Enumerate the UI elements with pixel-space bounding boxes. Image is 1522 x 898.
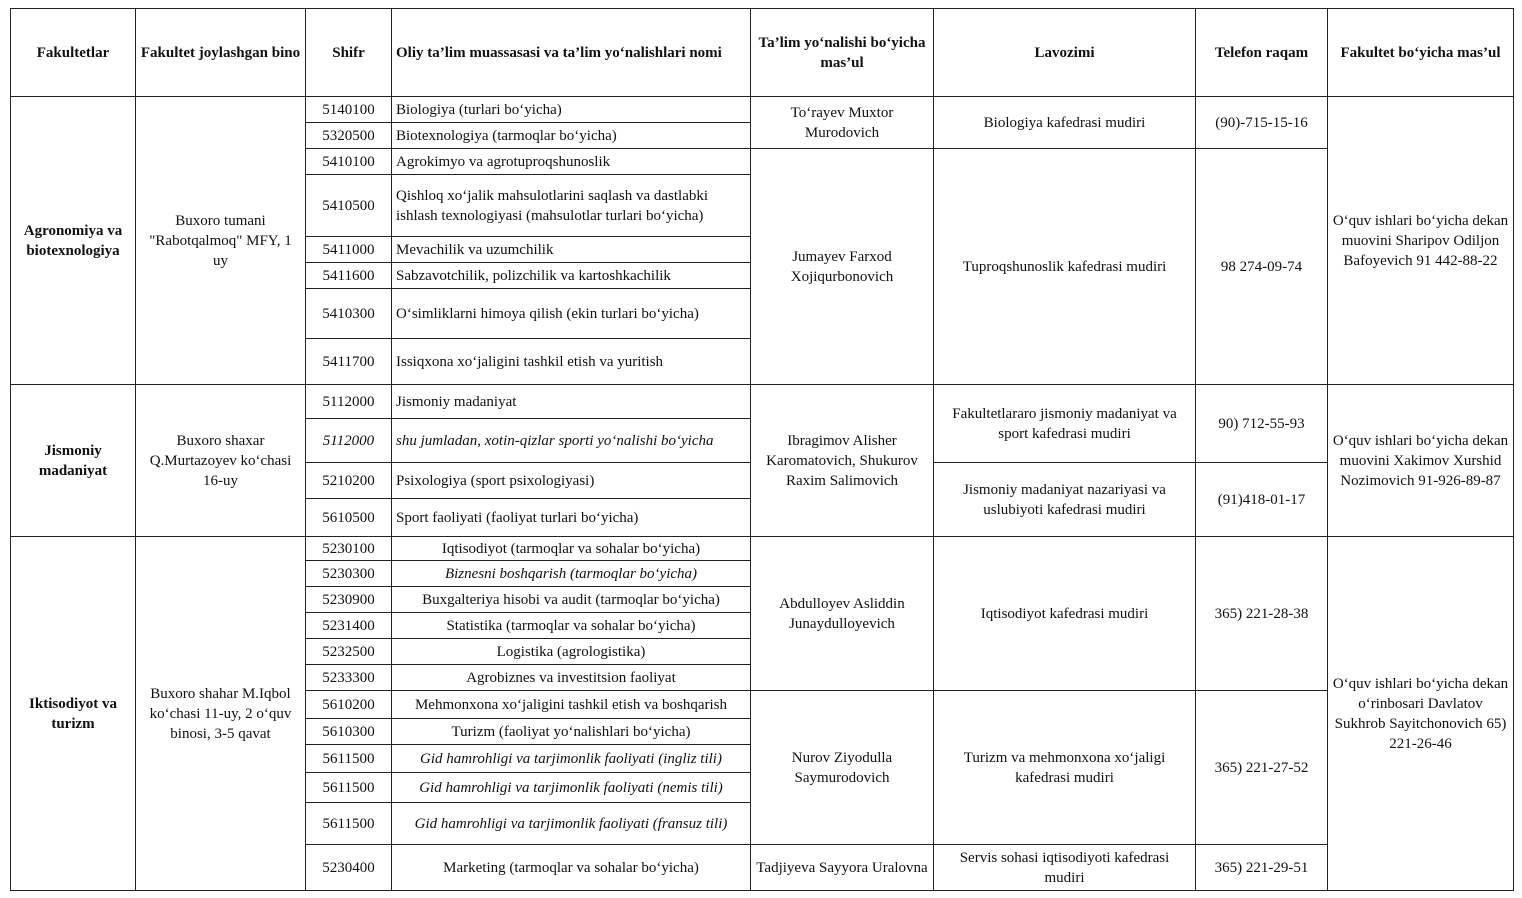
program-code: 5230400: [306, 845, 392, 891]
faculty-building: Buxoro shahar M.Iqbol ko‘chasi 11-uy, 2 o‘quv binosi, 3-5 qavat: [136, 537, 306, 891]
table-row: [11, 97, 1514, 123]
header-program: Oliy ta’lim muassasasi va ta’lim yo‘nalishlari nomi: [392, 9, 751, 97]
program-code: 5320500: [306, 123, 392, 149]
faculty-name: Agronomiya va biotexnologiya: [11, 97, 136, 385]
program-name: Turizm (faoliyat yo‘nalishlari bo‘yicha): [392, 719, 751, 745]
responsible-position: Fakultetlararo jismoniy madaniyat va sport kafedrasi mudiri: [934, 385, 1196, 463]
responsible-person: Tadjiyeva Sayyora Uralovna: [751, 845, 934, 891]
program-code: 5112000: [306, 419, 392, 463]
program-code: 5410100: [306, 149, 392, 175]
program-name: Psixologiya (sport psixologiyasi): [392, 463, 751, 499]
program-name: Issiqxona xo‘jaligini tashkil etish va yuritish: [392, 339, 751, 385]
program-name: Mehmonxona xo‘jaligini tashkil etish va boshqarish: [392, 691, 751, 719]
program-name: Qishloq xo‘jalik mahsulotlarini saqlash va dastlabki ishlash texnologiyasi (mahsulotlar turlari bo‘yicha): [392, 175, 751, 237]
program-name: Jismoniy madaniyat: [392, 385, 751, 419]
program-code: 5210200: [306, 463, 392, 499]
responsible-position: Tuproqshunoslik kafedrasi mudiri: [934, 149, 1196, 385]
responsible-position: Jismoniy madaniyat nazariyasi va uslubiyoti kafedrasi mudiri: [934, 463, 1196, 537]
program-code: 5232500: [306, 639, 392, 665]
header-faculty-responsible: Fakultet bo‘yicha mas’ul: [1328, 9, 1514, 97]
program-code: 5230900: [306, 587, 392, 613]
faculty-responsible: O‘quv ishlari bo‘yicha dekan muovini Sharipov Odiljon Bafoyevich 91 442-88-22: [1328, 97, 1514, 385]
program-code: 5411600: [306, 263, 392, 289]
program-name: Sport faoliyati (faoliyat turlari bo‘yicha): [392, 499, 751, 537]
program-name: Gid hamrohligi va tarjimonlik faoliyati (nemis tili): [392, 773, 751, 803]
program-name: Biznesni boshqarish (tarmoqlar bo‘yicha): [392, 561, 751, 587]
header-faculties: Fakultetlar: [11, 9, 136, 97]
program-name: Mevachilik va uzumchilik: [392, 237, 751, 263]
program-code: 5610500: [306, 499, 392, 537]
program-code: 5411000: [306, 237, 392, 263]
responsible-position: Biologiya kafedrasi mudiri: [934, 97, 1196, 149]
program-code: 5112000: [306, 385, 392, 419]
program-code: 5410500: [306, 175, 392, 237]
program-code: 5611500: [306, 745, 392, 773]
program-name: Agrobiznes va investitsion faoliyat: [392, 665, 751, 691]
program-code: 5611500: [306, 803, 392, 845]
header-responsible: Ta’lim yo‘nalishi bo‘yicha mas’ul: [751, 9, 934, 97]
program-code: 5610200: [306, 691, 392, 719]
faculty-responsible: O‘quv ishlari bo‘yicha dekan o‘rinbosari Davlatov Sukhrob Sayitchonovich 65) 221-26-46: [1328, 537, 1514, 891]
program-code: 5231400: [306, 613, 392, 639]
header-code: Shifr: [306, 9, 392, 97]
responsible-person: Jumayev Farxod Xojiqurbonovich: [751, 149, 934, 385]
program-name: Logistika (agrologistika): [392, 639, 751, 665]
program-name: Agrokimyo va agrotuproqshunoslik: [392, 149, 751, 175]
faculty-building: Buxoro tumani "Rabotqalmoq" MFY, 1 uy: [136, 97, 306, 385]
responsible-phone: 365) 221-29-51: [1196, 845, 1328, 891]
table-row: [11, 537, 1514, 561]
responsible-phone: (91)418-01-17: [1196, 463, 1328, 537]
faculty-name: Jismoniy madaniyat: [11, 385, 136, 537]
program-name: Iqtisodiyot (tarmoqlar va sohalar bo‘yicha): [392, 537, 751, 561]
program-code: 5411700: [306, 339, 392, 385]
program-name: Biologiya (turlari bo‘yicha): [392, 97, 751, 123]
faculty-responsible: O‘quv ishlari bo‘yicha dekan muovini Xakimov Xurshid Nozimovich 91-926-89-87: [1328, 385, 1514, 537]
program-code: 5230100: [306, 537, 392, 561]
program-name: Statistika (tarmoqlar va sohalar bo‘yicha): [392, 613, 751, 639]
faculty-name: Iktisodiyot va turizm: [11, 537, 136, 891]
header-row: [11, 9, 1514, 97]
responsible-person: Ibragimov Alisher Karomatovich, Shukurov Raxim Salimovich: [751, 385, 934, 537]
program-code: 5610300: [306, 719, 392, 745]
program-name: Gid hamrohligi va tarjimonlik faoliyati (ingliz tili): [392, 745, 751, 773]
responsible-phone: 365) 221-28-38: [1196, 537, 1328, 691]
responsible-position: Iqtisodiyot kafedrasi mudiri: [934, 537, 1196, 691]
program-code: 5233300: [306, 665, 392, 691]
header-phone: Telefon raqam: [1196, 9, 1328, 97]
responsible-position: Servis sohasi iqtisodiyoti kafedrasi mudiri: [934, 845, 1196, 891]
program-code: 5611500: [306, 773, 392, 803]
responsible-phone: 98 274-09-74: [1196, 149, 1328, 385]
program-name: O‘simliklarni himoya qilish (ekin turlari bo‘yicha): [392, 289, 751, 339]
responsible-phone: 90) 712-55-93: [1196, 385, 1328, 463]
program-code: 5140100: [306, 97, 392, 123]
faculty-building: Buxoro shaxar Q.Murtazoyev ko‘chasi 16-uy: [136, 385, 306, 537]
program-name: Gid hamrohligi va tarjimonlik faoliyati (fransuz tili): [392, 803, 751, 845]
responsible-person: To‘rayev Muxtor Murodovich: [751, 97, 934, 149]
faculty-table: [10, 8, 1514, 891]
responsible-person: Nurov Ziyodulla Saymurodovich: [751, 691, 934, 845]
header-building: Fakultet joylashgan bino: [136, 9, 306, 97]
program-name: Marketing (tarmoqlar va sohalar bo‘yicha): [392, 845, 751, 891]
program-code: 5230300: [306, 561, 392, 587]
program-name: shu jumladan, xotin-qizlar sporti yo‘nalishi bo‘yicha: [392, 419, 751, 463]
responsible-phone: 365) 221-27-52: [1196, 691, 1328, 845]
program-name: Biotexnologiya (tarmoqlar bo‘yicha): [392, 123, 751, 149]
responsible-position: Turizm va mehmonxona xo‘jaligi kafedrasi mudiri: [934, 691, 1196, 845]
responsible-phone: (90)-715-15-16: [1196, 97, 1328, 149]
responsible-person: Abdulloyev Asliddin Junaydulloyevich: [751, 537, 934, 691]
header-position: Lavozimi: [934, 9, 1196, 97]
program-name: Buxgalteriya hisobi va audit (tarmoqlar bo‘yicha): [392, 587, 751, 613]
program-name: Sabzavotchilik, polizchilik va kartoshkachilik: [392, 263, 751, 289]
program-code: 5410300: [306, 289, 392, 339]
table-row: [11, 385, 1514, 419]
